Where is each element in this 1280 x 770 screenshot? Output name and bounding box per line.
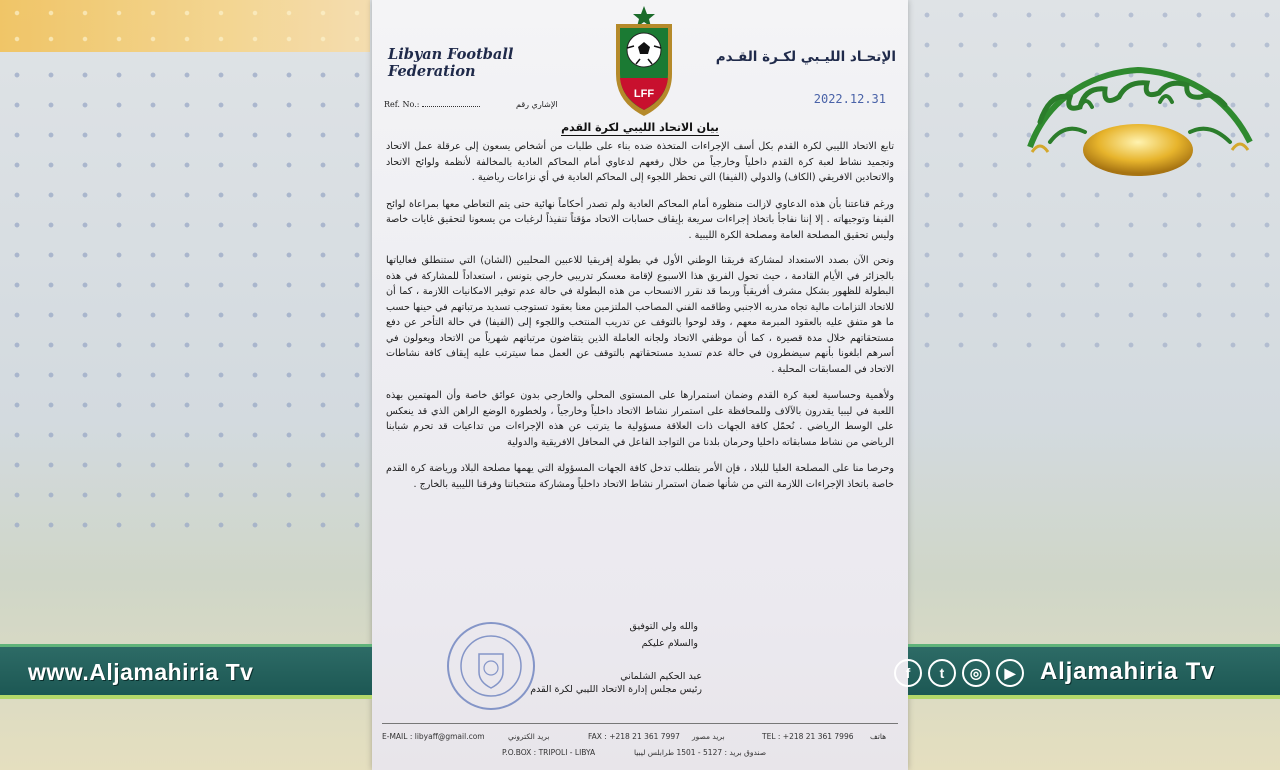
channel-calligraphy-logo: [1010, 52, 1260, 182]
official-stamp: [445, 620, 537, 712]
reference-number-arabic: الإشاري رقم: [516, 100, 558, 109]
twitter-icon[interactable]: t: [928, 659, 956, 687]
paragraph-3: ونحن الآن بصدد الاستعداد لمشاركة فريقنا الوطني الأول في بطولة إفريقيا للاعبين المحليين (الشان) التي ستنطلق فعالياتها بالجزائر في الأيام القادمة ، حيث تحول الفريق هذا الاسبوع لإقامة معسكر تدريبي خارجي بتونس ، استعداداً للمشاركة في هذه البطولة للظهور بشكل مشرف أفريقياً وربما قد نقرر الانسحاب من هذه البطولة في حالة عدم توفير الامكانيات اللازمة ، كما أن للاتحاد التزامات مالية تجاه مدربه الاجنبي وطاقمه الفني المصاحب الملتزمين معنا بعقود تستوجب تسديد مرتباتهم في حينها حسب ما هو متفق عليه بالعقود المبرمة معهم ، وقد لوحوا بالتوقف عن تدريب المنتخب واللجوء إلى (الفيفا) في حالة التأخر عن دفع مستحقاتهم خلال مدة قصيرة ، كما أن موظفي الاتحاد ولجانه العاملة الذين يتقاضون مرتباتهم شهرياً من الاتحاد ويعولون في أسرهم ابلغونا بأنهم سيضطرون في حالة عدم تسديد مستحقاتهم بالتوقف عن العمل مما سيترتب عليه إيقاف كافة نشاطات الاتحاد في المسابقات المحلية .: [386, 255, 894, 375]
letterhead-org-arabic: الإتحـاد الليـبي لكـرة القـدم: [715, 49, 896, 65]
footer-pobox: P.O.BOX : TRIPOLI - LIBYA: [502, 748, 596, 757]
footer-tel-ar: هاتف: [870, 732, 887, 741]
paragraph-5: وحرصا منا على المصلحة العليا للبلاد ، فإن الأمر يتطلب تدخل كافة الجهات المسؤولة التي يهمها مصلحة البلاد ورياضة كرة القدم خاصة باتخاذ الإجراءات اللازمة التي من شأنها ضمان استمرار نشاط الاتحاد داخلياً ومشاركة منتخباتنا وفرقنا الليبية بالخارج .: [386, 463, 894, 490]
closing-line-2: والسلام عليكم: [641, 638, 698, 649]
footer-pobox-ar: صندوق بريد : 5127 - 1501 طرابلس ليبيا: [634, 748, 767, 757]
lff-emblem-letters: LFF: [633, 88, 655, 100]
signer-title: رئيس مجلس إدارة الاتحاد الليبي لكرة القدم: [530, 684, 702, 695]
footer-fax: FAX : +218 21 361 7997: [588, 732, 680, 741]
site-url[interactable]: www.Aljamahiria Tv: [28, 659, 254, 685]
footer-email: E-MAIL : libyaff@gmail.com: [382, 732, 485, 741]
footer-divider: [382, 723, 898, 724]
lff-emblem-icon: [608, 4, 680, 118]
banner-right: [905, 644, 1280, 699]
facebook-icon[interactable]: f: [894, 659, 922, 687]
youtube-icon[interactable]: ▶: [996, 659, 1024, 687]
letter-document: [372, 0, 908, 770]
letter-date: 2022.12.31: [813, 92, 886, 106]
footer-fax-ar: بريد مصور: [692, 732, 725, 741]
letterhead-org-english: Libyan Football Federation: [388, 46, 514, 80]
paragraph-1: تابع الاتحاد الليبي لكرة القدم بكل أسف الإجراءات المتخذة ضده بناء على طلبات من أشخاص يسعون إلى عرقلة عمل الاتحاد وتجميد نشاط لعبة كرة القدم داخلياً وخارجياً من خلال رفعهم لدعاوي أمام المحاكم العادية بالمخالفة لأنظمة ولوائح الاتحاد والاتحادين الافريقي (الكاف) والدولي (الفيفا) التي تحظر اللجوء إلى المحاكم العادية في أي نزاعات رياضية .: [386, 141, 894, 183]
paragraph-4: ولأهمية وحساسية لعبة كرة القدم وضمان استمرارها على المستوى المحلي والخارجي بدون عوائق خاصة وأن المهتمين بهذه اللعبة في ليبيا يقدرون بالآلاف وللمحافظة على استمرار نشاط الاتحاد داخلياً وخارجياً ، ولخطورة الوضع الراهن الذي قد ينعكس على الوسط الرياضي . نُحمّل كافة الجهات ذات العلاقة مسؤولية ما يترتب عن هذه الإجراءات من تداعيات قد تحرم شبابنا الرياضي من نشاط مسابقاته داخليا وحرمان بلدنا من التواجد الفاعل في المحافل الافريقية والدولية: [386, 390, 894, 448]
document-title: بيان الاتحاد الليبي لكرة القدم: [561, 121, 719, 134]
paragraph-2: ورغم قناعتنا بأن هذه الدعاوي لازالت منظورة أمام المحاكم العادية ولم تصدر أحكاماً نهائية حتى يتم التعاطي معها بمراعاة لوائح الفيفا وتوجيهاته . إلا إننا نفاجأ باتخاذ إجراءات سريعة بإيقاف حسابات الاتحاد مؤقتاً تنفيذاً لرغبات من يسعونا لتحقيق غايات خاصة وليس تحقيق المصلحة العامة ومصلحة الكرة الليبية .: [386, 198, 894, 241]
dot-pattern-left: [0, 60, 380, 540]
signer-name: عبد الحكيم الشلماني: [620, 671, 702, 682]
instagram-icon[interactable]: ◎: [962, 659, 990, 687]
gold-header-bar: [0, 0, 370, 52]
banner-left: [0, 644, 372, 699]
footer-email-ar: بريد الكتروني: [508, 732, 550, 741]
closing-block: [630, 618, 698, 652]
reference-number: Ref. No.:: [384, 100, 483, 109]
footer-tel: TEL : +218 21 361 7996: [762, 732, 854, 741]
closing-line-1: والله ولي التوفيق: [629, 621, 698, 632]
statement-body: [386, 139, 894, 503]
channel-brand-name: Aljamahiria Tv: [1040, 658, 1216, 685]
